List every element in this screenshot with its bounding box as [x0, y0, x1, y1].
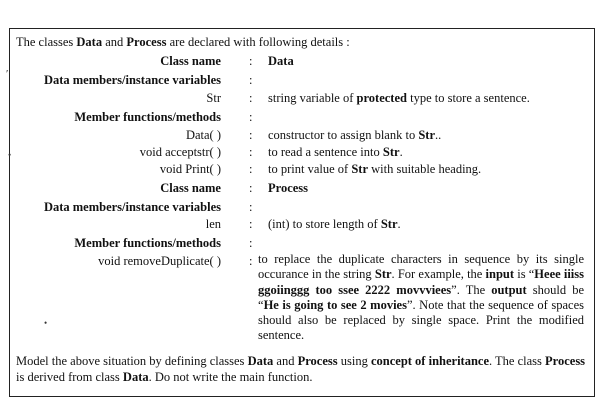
colon: :: [249, 54, 253, 68]
colon: :: [249, 181, 253, 195]
member-name: len: [205, 217, 221, 231]
data-members-heading: Data members/instance variables: [43, 73, 221, 87]
colon: :: [249, 91, 253, 105]
data-class-name-label: Class name: [160, 54, 221, 68]
data-methods-heading: Member functions/methods: [74, 110, 221, 124]
colon: :: [249, 73, 253, 87]
colon: :: [249, 200, 253, 214]
scan-dot: •: [8, 150, 12, 160]
process-class-name-label: Class name: [160, 181, 221, 195]
colon: :: [249, 128, 253, 142]
member-desc: (int) to store length of Str.: [268, 217, 401, 231]
scan-dot: •: [44, 318, 48, 328]
intro-text: The classes Data and Process are declared with following details :: [16, 35, 350, 49]
colon: :: [249, 217, 253, 231]
colon: :: [249, 110, 253, 124]
footer-text: Model the above situation by defining classes Data and Process using concept of inheritance. The class Process is derived from class Data. Do not write the main function.: [16, 354, 586, 384]
method-name: void removeDuplicate( ): [98, 254, 221, 268]
method-desc: constructor to assign blank to Str..: [268, 128, 442, 142]
remove-duplicate-description: to replace the duplicate characters in sequence by its single occurance in the string Str. For example, the input is “Heee iiiss ggoiinggg too ssee 2222 movvviees”. The output should be “He is going to see 2 movies”. Note that the sequence of spaces should also be replaced by single space. Print the modified sentence.: [258, 252, 585, 343]
method-name: Data( ): [185, 128, 221, 142]
process-members-heading: Data members/instance variables: [43, 200, 221, 214]
scan-mark: ′: [6, 68, 9, 80]
member-desc: string variable of protected type to store a sentence.: [268, 91, 530, 105]
colon: :: [249, 162, 253, 176]
data-class-name-value: Data: [268, 54, 294, 68]
method-name: void acceptstr( ): [139, 145, 221, 159]
member-name: Str: [206, 91, 221, 105]
colon: :: [249, 145, 253, 159]
method-name: void Print( ): [159, 162, 221, 176]
colon: :: [249, 254, 253, 268]
process-class-name-value: Process: [268, 181, 309, 195]
method-desc: to print value of Str with suitable heading.: [268, 162, 482, 176]
colon: :: [249, 236, 253, 250]
question-box: [9, 28, 595, 397]
process-methods-heading: Member functions/methods: [74, 236, 221, 250]
method-desc: to read a sentence into Str.: [268, 145, 403, 159]
